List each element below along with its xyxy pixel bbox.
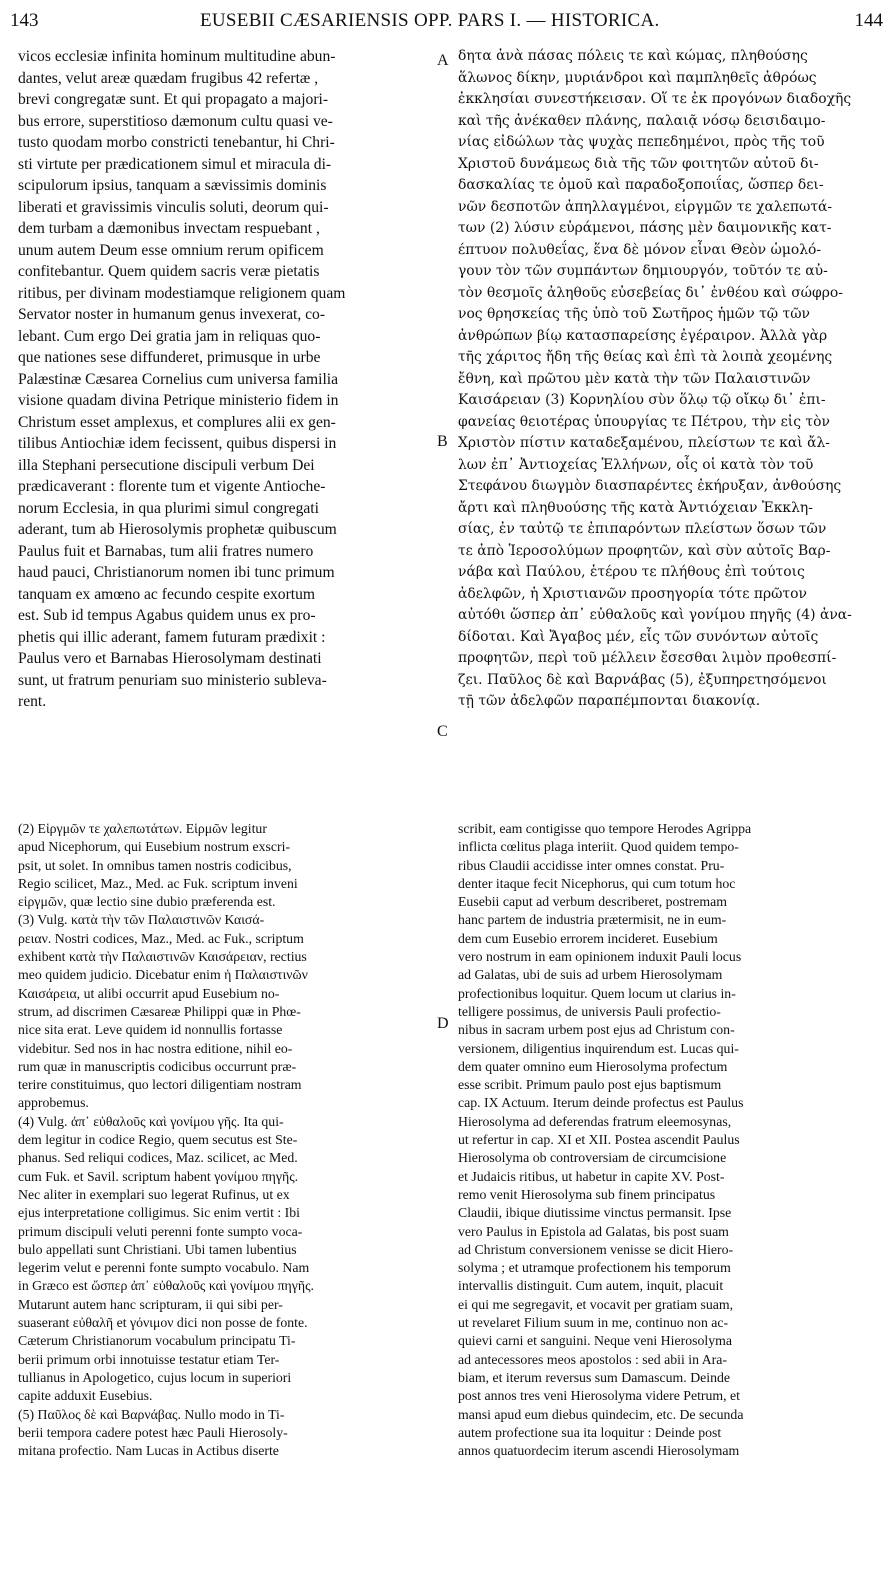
greek-text-line: δητα ἀνὰ πάσας πόλεις τε καὶ κώμας, πληθούσης [458, 48, 808, 64]
greek-text-line: δίδοται. Καὶ Ἄγαβος μέν, εἷς τῶν συνόντων αὐτοῖς [458, 628, 819, 645]
latin-text-line: est. Sub id tempus Agabus quidem unus ex pro- [18, 607, 316, 624]
footnote-line: ribus Claudii accidisse inter omnes constat. Pru- [458, 857, 725, 873]
footnote-line: bulo appellati sunt Christiani. Ubi tamen lubentius [18, 1241, 297, 1257]
footnote-line: terire constituimus, quo lectori diligentiam nostram [18, 1077, 302, 1093]
latin-text-line: bus errore, superstitioso dæmonum cultu quasi ve- [18, 112, 333, 130]
footnote-line: hanc partem de industria prætermisit, ne in eum- [458, 912, 727, 928]
footnote-line: ejus interpretatione colligimus. Sic enim vertit : Ibi [18, 1205, 301, 1221]
latin-text-line: dem turbam a dæmonibus invectam respuebant , [18, 220, 320, 237]
footnote-line: solyma ; et utramque profectionem his temporum [458, 1260, 731, 1276]
latin-text-line: Paulus vero et Barnabas Hierosolymam destinati [18, 650, 322, 667]
footnote-line: videbitur. Sed nos in hac nostra editione, nihil eo- [18, 1040, 293, 1056]
margin-letter-d: D [437, 1015, 449, 1032]
footnote-line: ad Christum conversionem venisse se dicit Hiero- [458, 1241, 734, 1257]
footnote-line: approbemus. [18, 1095, 89, 1111]
greek-text-line: ἔθνη, καὶ πρῶτου μὲν κατὰ τὴν τῶν Παλαιστινῶν [458, 370, 811, 387]
footnote-line: biam, et iterum reversus sum Damascum. Deinde [458, 1369, 731, 1385]
footnote-line: et Judaicis ritibus, ut habetur in capite XV. Post- [458, 1168, 725, 1184]
footnote-line: cap. IX Actuum. Iterum deinde profectus est Paulus [458, 1095, 744, 1111]
footnote-line: remo venit Hierosolyma sub finem principatus [458, 1186, 716, 1202]
footnote-line: meo quidem judicio. Dicebatur enim ἡ Παλαιστινῶν [18, 967, 308, 983]
footnote-line: inflicta cœlitus plaga interiit. Quod quidem tempo- [458, 839, 739, 855]
footnote-line: berii tempora cadere potest hæc Pauli Hierosoly- [18, 1424, 288, 1440]
footnote-line: Hierosolyma ad deferendas fratrum eleemosynas, [458, 1113, 732, 1129]
latin-text-line: prædicaverant : florente tum et vigente Antioche- [18, 478, 326, 495]
greek-text-line: προφητῶν, περὶ τοῦ μέλλειν ἔσεσθαι λιμὸν προθεσπί- [458, 650, 837, 666]
margin-letter-b: B [437, 433, 448, 450]
footnotes-left-column [18, 820, 430, 1460]
footnote-line: mitana profectio. Nam Lucas in Actibus diserte [18, 1443, 279, 1459]
greek-text-line: φανείας θειοτέρας ὑπουργίας τε Πέτρου, τὴν εἰς τὸν [458, 413, 830, 430]
footnote-line: ut revelaret Filium suum in me, continuo non ac- [458, 1315, 729, 1331]
footnote-line: tullianus in Apologetico, cujus locum in superiori [18, 1369, 292, 1385]
latin-text-line: tilibus Antiochiæ idem fecissent, quibus dispersi in [18, 435, 337, 452]
latin-text-line: confitebantur. Quem quidem sacris veræ pietatis [18, 263, 320, 280]
footnote-line: ad Galatas, ubi de suis ad urbem Hierosolymam [458, 967, 723, 983]
latin-text-line: illa Stephani persecutione discipuli verbum Dei [18, 456, 315, 474]
footnote-line: primum discipuli veluti perenni fonte sumpto voca- [18, 1223, 303, 1239]
greek-text-line: γουν τὸν τῶν συμπάντων δημιουργόν, τοῦτόν τε αὐ- [458, 263, 828, 279]
latin-text-line: sti virtute per prædicationem simul et miracula di- [18, 155, 332, 173]
greek-text-line: σίας, ἐν ταὐτῷ τε ἐπιπαρόντων πλείστων ὅσων τῶν [458, 521, 827, 537]
footnote-line: ρειαν. Nostri codices, Maz., Med. ac Fuk., scriptum [18, 930, 304, 946]
footnote-line: phanus. Sed reliqui codices, Maz. scilicet, ac Med. [18, 1150, 298, 1166]
latin-text-line: que nationes sese diffunderet, primusque in urbe [18, 349, 321, 366]
greek-text-line: Χριστοῦ δυνάμεως διὰ τῆς τῶν φοιτητῶν αὐτοῦ δι- [458, 155, 819, 172]
margin-letter-c: C [437, 723, 448, 740]
footnote-line: telligere possimus, de universis Pauli profectio- [458, 1003, 721, 1019]
footnote-line: legerim velut e perenni fonte sumpto vocabulo. Nam [18, 1260, 310, 1276]
greek-text-line: Στεφάνου διωγμὸν διασπαρέντες ἐκήρυξαν, ἀνθούσης [458, 478, 842, 494]
footnote-line: vero nostrum in eam opinionem induxit Pauli locus [458, 949, 742, 965]
footnote-line: berii primum orbi innotuisse testatur etiam Ter- [18, 1351, 280, 1367]
latin-text-line: Christum esset amplexus, et complures alii ex gen- [18, 413, 336, 431]
margin-letter-a: A [437, 52, 449, 69]
greek-text-line: Χριστὸν πίστιν καταδεξαμένου, πλείστων τε καὶ ἄλ- [458, 435, 830, 451]
latin-text-line: norum Ecclesia, in qua plurimi simul congregati [18, 499, 319, 517]
footnote-line: vero Paulus in Epistola ad Galatas, bis post suam [458, 1223, 729, 1239]
greek-text-line: αὐτόθι ὥσπερ ἀπ᾽ εὐθαλοῦς καὶ γονίμου πηγῆς (4) ἀνα- [458, 607, 852, 623]
footnote-line: Hierosolyma ob controversiam de circumcisione [458, 1150, 727, 1166]
latin-text-line: vicos ecclesiæ infinita hominum multitudine abun- [18, 48, 336, 65]
footnote-line: Eusebii caput ad verbum describeret, postremam [458, 894, 727, 910]
footnote-line: dem cum Eusebio errorem incideret. Eusebium [458, 930, 718, 946]
footnote-line: psit, ut solet. In omnibus tamen nostris codicibus, [18, 857, 292, 873]
footnote-line: nice sita erat. Leve quidem id nonnullis fortasse [18, 1022, 283, 1038]
footnote-line: dem legitur in codice Regio, quem secutus est Ste- [18, 1132, 298, 1148]
footnote-line: εἱργμῶν, quæ lectio sine dubio præferenda est. [18, 894, 276, 910]
latin-text-line: phetis qui illic aderant, famem futuram prædixit : [18, 628, 326, 646]
greek-text-line: νίας εἰδώλων τὰς ψυχὰς πεπεδημένοι, πρὸς τῆς τοῦ [458, 134, 825, 150]
greek-text-line: Καισάρειαν (3) Κορνηλίου σὺν ὅλῳ τῷ οἴκῳ δι᾽ ἐπι- [458, 392, 826, 408]
greek-text-line: των (2) λύσιν εὑράμενοι, πάσης μὲν δαιμονικῆς κατ- [458, 220, 832, 236]
greek-text-line: καὶ τῆς ἀνέκαθεν πλάνης, παλαιᾷ νόσῳ δεισιδαιμο- [458, 112, 826, 129]
footnote-line: ei qui me segregavit, et vocavit per gratiam suam, [458, 1296, 734, 1312]
footnote-line: ad antecessores meos apostolos : sed abii in Ara- [458, 1351, 727, 1367]
footnote-line: strum, ad discrimen Cæsareæ Philippi quæ in Phœ- [18, 1003, 301, 1019]
footnote-line: autem profectione sua ita loquitur : Deinde post [458, 1424, 722, 1440]
latin-text-line: Palæstinæ Cæsarea Cornelius cum universa familia [18, 370, 339, 388]
footnote-line: Mutarunt autem hanc scripturam, ii qui sibi per- [18, 1296, 283, 1312]
latin-text-line: ritibus, per divinam modestiamque religionem quam [18, 284, 346, 302]
footnote-line: (5) Παῦλος δὲ καὶ Βαρνάβας. Nullo modo in Ti- [18, 1406, 285, 1422]
greek-text-line: τὸν θεσμοῖς ἀληθοῦς εὐσεβείας δι᾽ ἐνθέου καὶ σώφρο- [458, 284, 843, 301]
footnote-line: apud Nicephorum, qui Eusebium nostrum exscri- [18, 839, 291, 855]
footnote-line: intervallis distinguit. Cum autem, inquit, placuit [458, 1278, 724, 1294]
greek-text-line: δασκαλίας τε ὁμοῦ καὶ παραδοξοποιΐας, ὥσπερ δει- [458, 177, 824, 193]
latin-text-line: scipulorum ipsius, tanquam a sævissimis dominis [18, 177, 327, 194]
greek-text-line: ἅλωνος δίκην, μυριάνδροι καὶ παμπληθεῖς ἀθρόως [458, 69, 817, 86]
latin-text-line: tanquam ex amœno ac fecundo cespite exortum [18, 585, 316, 603]
footnote-line: Cæterum Christianorum vocabulum principatu Ti- [18, 1333, 296, 1349]
footnote-line: Regio scilicet, Maz., Med. ac Fuk. scriptum inveni [18, 875, 298, 891]
footnote-line: profectionibus loquitur. Quem locum ut clarius in- [458, 985, 736, 1001]
latin-text-line: tusto quodam morbo constricti tenebantur, hi Chri- [18, 134, 335, 151]
footnote-line: (4) Vulg. ἀπ᾽ εὐθαλοῦς καὶ γονίμου γῆς. Ita qui- [18, 1113, 284, 1129]
footnote-line: quievi carni et sanguini. Neque veni Hierosolyma [458, 1333, 732, 1349]
greek-text-line: τε ἀπὸ Ἱεροσολύμων προφητῶν, καὶ σὺν αὐτοῖς Βαρ- [458, 542, 831, 559]
footnote-line: Claudii, ibique diutissime vinctus permansit. Ipse [458, 1205, 732, 1221]
footnote-line: ut refertur in cap. XI et XII. Postea ascendit Paulus [458, 1132, 740, 1148]
footnote-line: suaserant εὐθαλῆ et γόνιμον dici non posse de fonte. [18, 1315, 308, 1331]
latin-text-column [18, 46, 428, 713]
footnote-line: esse scribit. Primum paulo post ejus baptismum [458, 1077, 722, 1093]
greek-text-line: τῇ τῶν ἀδελφῶν παραπέμπονται διακονίᾳ. [458, 693, 761, 709]
footnote-line: post annos tres veni Hierosolyma videre Petrum, et [458, 1388, 741, 1404]
footnote-line: mansi apud eum diebus quindecim, etc. De secunda [458, 1406, 744, 1422]
running-title: EUSEBII CÆSARIENSIS OPP. PARS I. — HISTORICA. [200, 10, 660, 31]
footnote-line: versionem, diligentius inquirendum est. Lucas qui- [458, 1040, 739, 1056]
latin-text-line: Servator noster in humanum genus invexerat, co- [18, 306, 326, 323]
latin-text-line: rent. [18, 693, 47, 710]
footnote-line: cum Fuk. et Savil. scriptum habent γονίμου πηγῆς. [18, 1168, 299, 1184]
footnote-line: rum quæ in manuscriptis codicibus occurrunt præ- [18, 1058, 297, 1074]
footnote-line: capite adduxit Eusebius. [18, 1388, 153, 1404]
footnote-line: denter itaque fecit Nicephorus, qui cum totum hoc [458, 875, 736, 891]
latin-text-line: unum autem Deum esse omnium rerum opificem [18, 241, 324, 259]
page-number-left: 143 [10, 10, 39, 31]
page-number-right: 144 [854, 10, 883, 31]
footnote-line: dem quater omnino eum Hierosolyma profectum [458, 1058, 728, 1074]
latin-text-line: brevi congregatæ sunt. Et qui propagato a majori- [18, 91, 329, 108]
latin-text-line: liberati et gravissimis vinculis soluti, deorum qui- [18, 198, 329, 216]
latin-text-line: aderant, tum ab Hierosolymis prophetæ quibuscum [18, 521, 337, 538]
footnote-line: exhibent κατὰ τὴν Παλαιστινῶν Καισάρειαν, rectius [18, 949, 307, 965]
footnote-line: Καισάρεια, ut alibi occurrit apud Eusebium no- [18, 985, 280, 1001]
latin-text-line: lebant. Cum ergo Dei gratia jam in reliquas quo- [18, 327, 321, 345]
footnote-line: annos quatuordecim iterum ascendi Hierosolymam [458, 1443, 740, 1459]
greek-text-line: νος θρησκείας τῆς ὑπὸ τοῦ Σωτῆρος ἡμῶν τῷ τῶν [458, 306, 810, 322]
greek-text-column [458, 46, 880, 713]
greek-text-line: ζει. Παῦλος δὲ καὶ Βαρνάβας (5), ἐξυπηρετησόμενοι [458, 671, 827, 688]
footnote-line: (2) Εἱργμῶν τε χαλεπωτάτων. Εἱρμῶν legitur [18, 821, 267, 836]
footnote-line: (3) Vulg. κατὰ τὴν τῶν Παλαιστινῶν Καισά- [18, 912, 265, 928]
footnotes-right-column [458, 820, 882, 1460]
footnote-line: in Græco est ὥσπερ ἀπ᾽ εὐθαλοῦς καὶ γονίμου πηγῆς. [18, 1278, 314, 1294]
greek-text-line: λων ἐπ᾽ Ἀντιοχείας Ἑλλήνων, οἷς οἱ κατὰ τὸν τοῦ [458, 456, 814, 473]
greek-text-line: ἀδελφῶν, ἡ Χριστιανῶν προσηγορία τότε πρῶτον [458, 585, 807, 602]
footnote-line: Nec aliter in exemplari suo legerat Rufinus, ut ex [18, 1186, 290, 1202]
page-header [0, 0, 895, 40]
greek-text-line: ἄρτι καὶ πληθυούσης τῆς κατὰ Ἀντιόχειαν Ἐκκλη- [458, 499, 813, 516]
greek-text-line: ἀνθρώπων βίῳ κατασπαρείσης ἐγέραιρον. Ἀλλὰ γὰρ [458, 327, 828, 344]
latin-text-line: visione quadam divina Petrique ministerio fidem in [18, 392, 339, 409]
greek-text-line: τῆς χάριτος ἤδη τῆς θείας καὶ ἐπὶ τὰ λοιπὰ χεομένης [458, 349, 833, 365]
greek-text-line: ἐκκλησίαι συνεστήκεισαν. Οἵ τε ἐκ προγόνων διαδοχῆς [458, 91, 852, 107]
latin-text-line: dantes, velut areæ quædam frugibus 42 refertæ , [18, 69, 319, 87]
footnote-line: nibus in sacram urbem post ejus ad Christum con- [458, 1022, 735, 1038]
footnote-line: scribit, eam contigisse quo tempore Herodes Agrippa [458, 821, 752, 836]
greek-text-line: νάβα καὶ Παύλου, ἑτέρου τε πλήθους ἐπὶ τούτοις [458, 564, 805, 580]
latin-text-line: sunt, ut fratrum penuriam suo ministerio subleva- [18, 671, 327, 689]
greek-text-line: νῶν δεσποτῶν ἀπηλλαγμένοι, εἱργμῶν τε χαλεπωτά- [458, 198, 833, 215]
greek-text-line: έπτυον πολυθεΐας, ἕνα δὲ μόνον εἶναι Θεὸν ὡμολό- [458, 241, 822, 258]
latin-text-line: Paulus fuit et Barnabas, tum alii fratres numero [18, 542, 314, 560]
latin-text-line: haud pauci, Christianorum nomen ibi tunc primum [18, 564, 335, 581]
